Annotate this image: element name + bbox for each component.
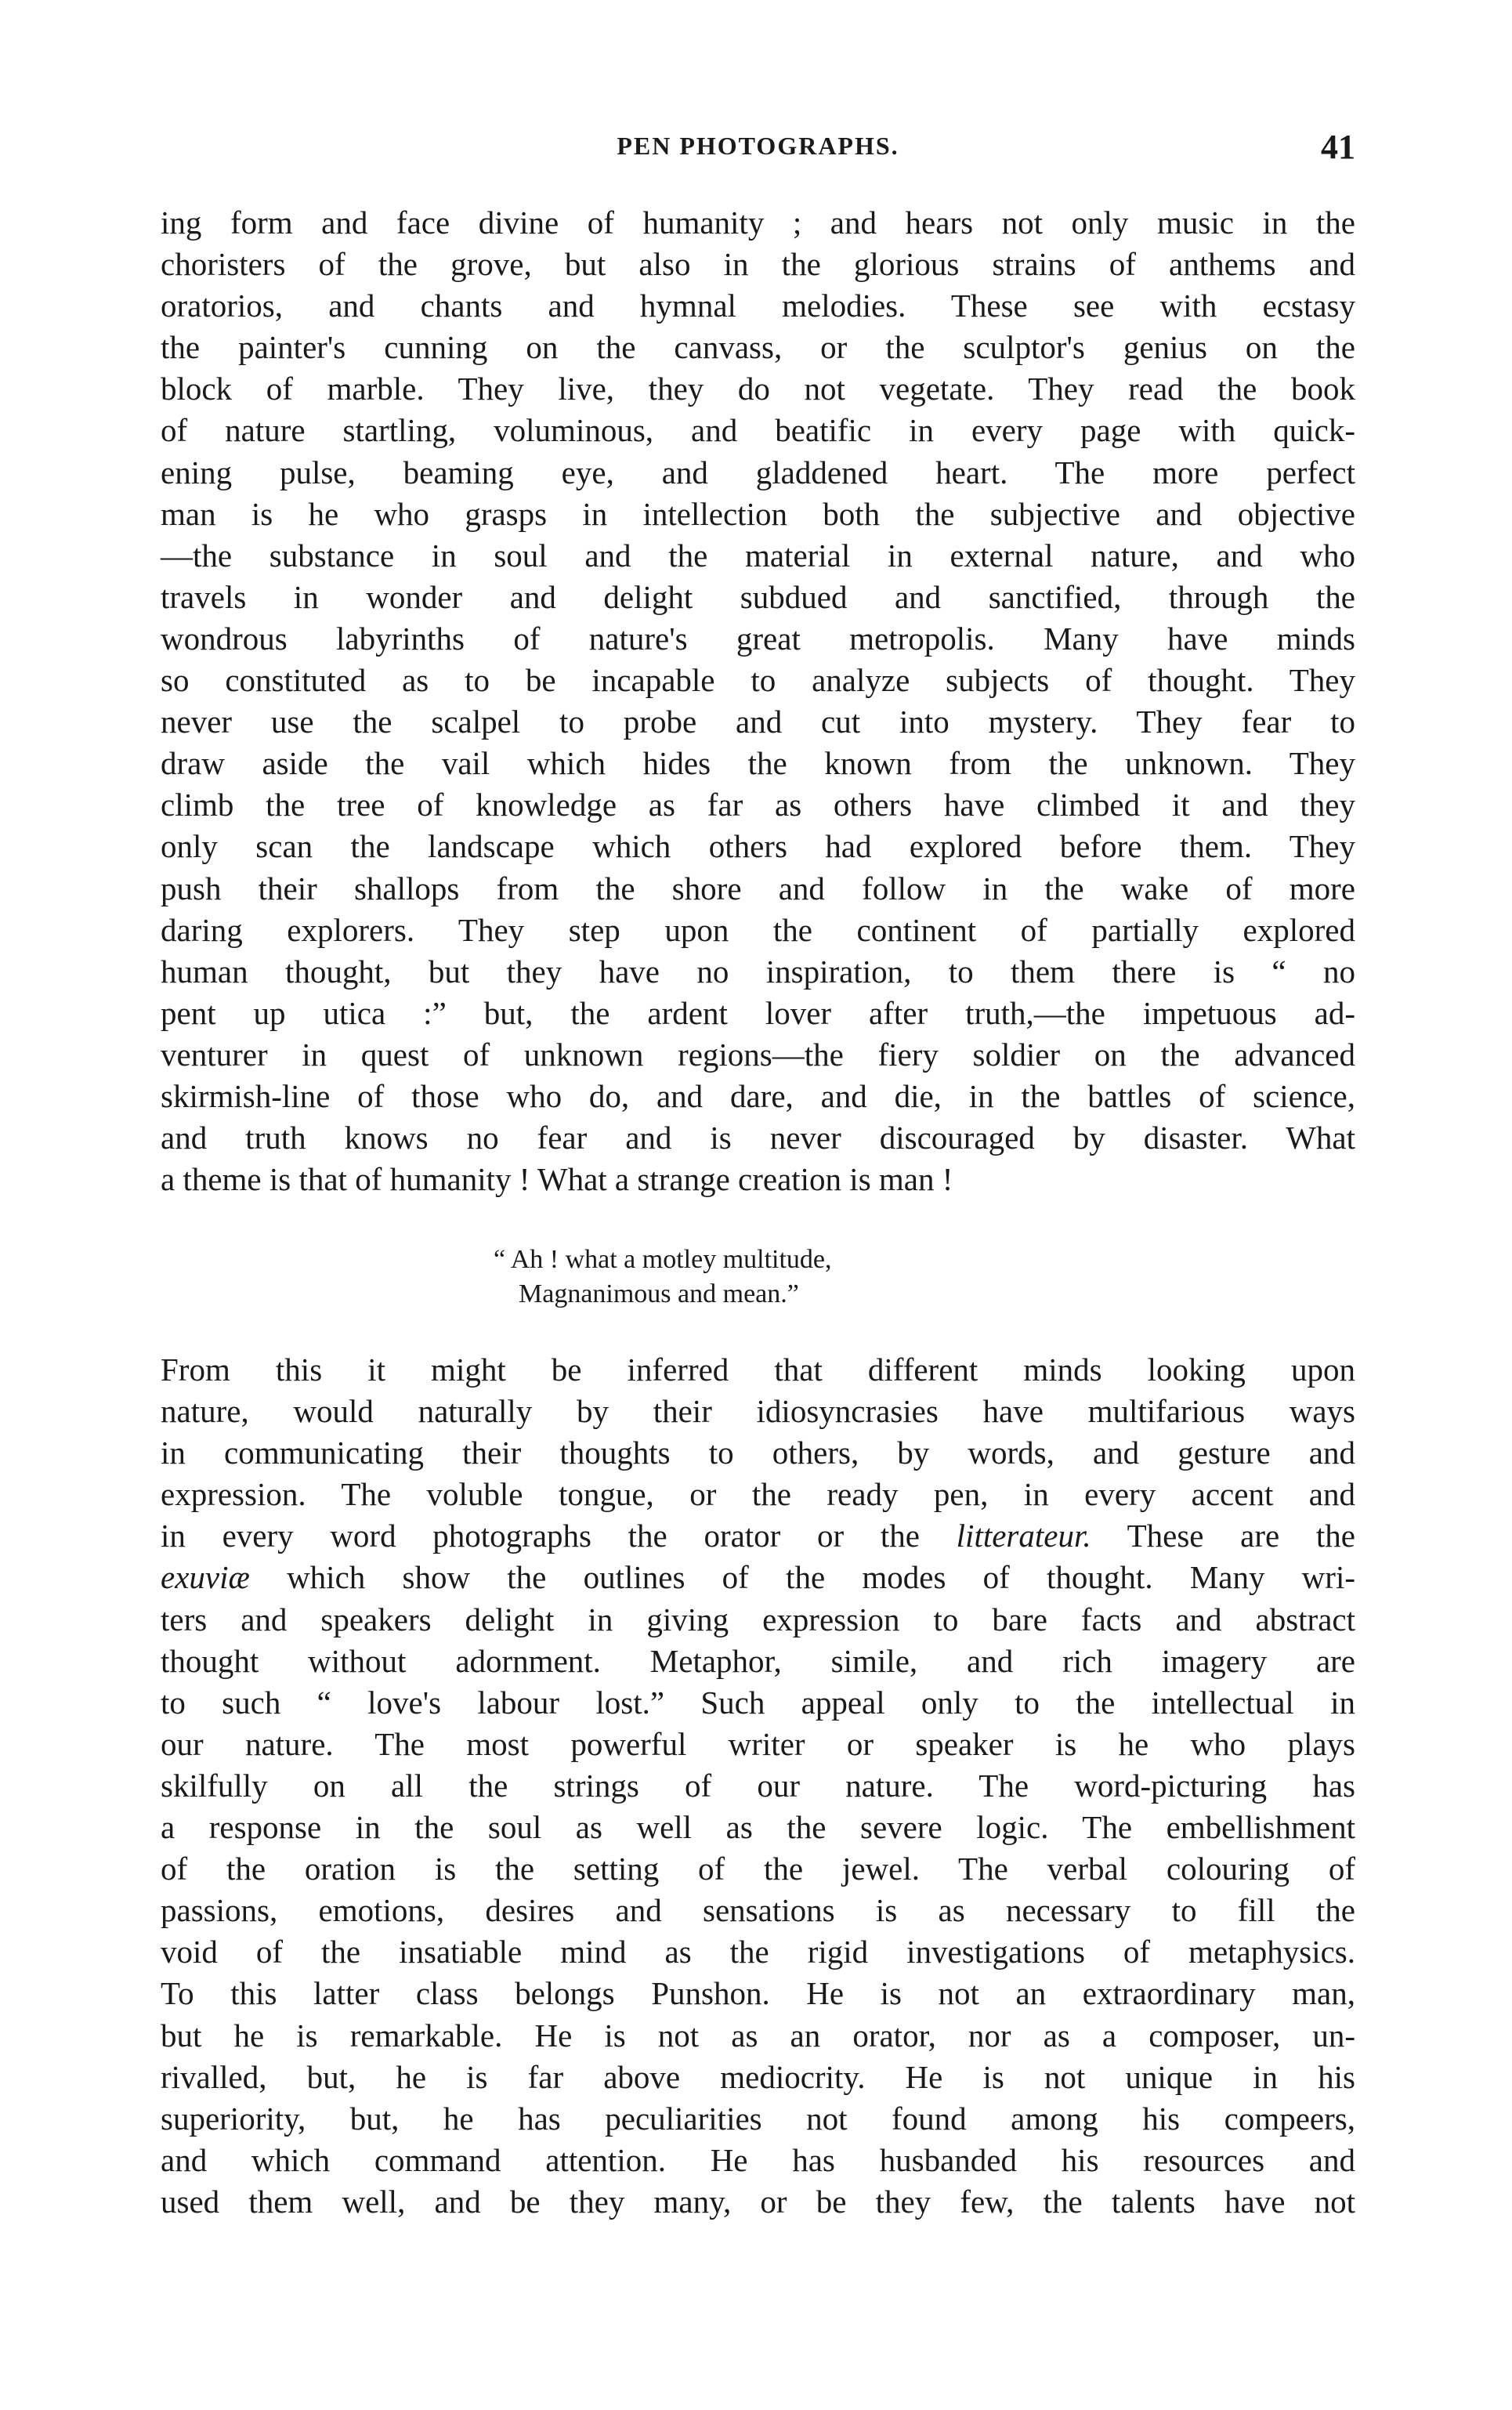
text-line: superiority, but, he has peculiarities not found among his compeers,	[161, 2100, 1355, 2137]
text-line	[161, 1515, 1355, 1557]
text-line: skirmish-line of those who do, and dare, and die, in the battles of science,	[161, 1077, 1355, 1114]
text-line: choristers of the grove, but also in the glorious strains of anthems and	[161, 246, 1355, 283]
text-line: void of the insatiable mind as the rigid investigations of metaphysics.	[161, 1934, 1355, 1970]
verse-quotation	[494, 1243, 1042, 1312]
text-line: thought without adornment. Metaphor, simile, and rich imagery are	[161, 1642, 1355, 1679]
text-line: never use the scalpel to probe and cut into mystery. They fear to	[161, 704, 1355, 740]
text-line: To this latter class belongs Punshon. He is not an extraordinary man,	[161, 1975, 1355, 2012]
text-line: and truth knows no fear and is never discouraged by disaster. What	[161, 1120, 1355, 1156]
text-line: a response in the soul as well as the severe logic. The embellishment	[161, 1809, 1355, 1846]
text-line: climb the tree of knowledge as far as others have climbed it and they	[161, 787, 1355, 823]
text-line: and which command attention. He has husbanded his resources and	[161, 2141, 1355, 2178]
text-line: skilfully on all the strings of our nature. The word-picturing has	[161, 1767, 1355, 1804]
text-line: ening pulse, beaming eye, and gladdened heart. The more perfect	[161, 454, 1355, 490]
italic-term: exuviæ	[161, 1559, 250, 1596]
text-segment: which show the outlines of the modes of thought. Many wri-	[249, 1559, 1355, 1596]
text-line: pent up utica :” but, the ardent lover after truth,—the impetuous ad-	[161, 994, 1355, 1031]
running-head	[161, 128, 1355, 179]
text-line: human thought, but they have no inspiration, to them there is “ no	[161, 953, 1355, 990]
paragraph-1	[161, 202, 1355, 1200]
text-line: block of marble. They live, they do not vegetate. They read the book	[161, 371, 1355, 407]
text-line: of nature startling, voluminous, and beatific in every page with quick-	[161, 412, 1355, 449]
text-line: ing form and face divine of humanity ; and hears not only music in the	[161, 204, 1355, 241]
text-line: draw aside the vail which hides the known from the unknown. They	[161, 745, 1355, 782]
text-line: ters and speakers delight in giving expression to bare facts and abstract	[161, 1601, 1355, 1637]
text-line: a theme is that of humanity ! What a strange creation is man !	[161, 1161, 953, 1198]
text-line: From this it might be inferred that different minds looking upon	[161, 1352, 1355, 1388]
text-line: used them well, and be they many, or be they few, the talents have not	[161, 2183, 1355, 2220]
text-line: our nature. The most powerful writer or speaker is he who plays	[161, 1725, 1355, 1762]
text-line: in communicating their thoughts to others, by words, and gesture and	[161, 1435, 1355, 1471]
text-line: expression. The voluble tongue, or the ready pen, in every accent and	[161, 1476, 1355, 1513]
text-line: of the oration is the setting of the jewel. The verbal colouring of	[161, 1851, 1355, 1887]
page-number: 41	[1321, 128, 1355, 166]
italic-term: litterateur.	[956, 1518, 1091, 1554]
text-line: daring explorers. They step upon the continent of partially explored	[161, 911, 1355, 948]
text-segment: These are the	[1091, 1518, 1355, 1554]
text-line	[161, 1557, 1355, 1598]
text-line: to such “ love's labour lost.” Such appeal only to the intellectual in	[161, 1684, 1355, 1721]
text-line: rivalled, but, he is far above mediocrity. He is not unique in his	[161, 2058, 1355, 2095]
text-line: travels in wonder and delight subdued and sanctified, through the	[161, 578, 1355, 615]
text-line: passions, emotions, desires and sensations is as necessary to fill the	[161, 1892, 1355, 1929]
text-line: —the substance in soul and the material in external nature, and who	[161, 537, 1355, 574]
text-line: but he is remarkable. He is not as an orator, nor as a composer, un-	[161, 2017, 1355, 2054]
text-segment: in every word photographs the orator or the	[161, 1518, 957, 1554]
text-line: push their shallops from the shore and follow in the wake of more	[161, 870, 1355, 906]
verse-line: Magnanimous and mean.”	[519, 1279, 799, 1308]
verse-line: “ Ah ! what a motley multitude,	[494, 1245, 832, 1274]
text-line: oratorios, and chants and hymnal melodies. These see with ecstasy	[161, 288, 1355, 324]
paragraph-2	[161, 1349, 1355, 2223]
text-line: man is he who grasps in intellection both the subjective and objective	[161, 495, 1355, 532]
text-line: nature, would naturally by their idiosyncrasies have multifarious ways	[161, 1393, 1355, 1430]
text-line: venturer in quest of unknown regions—the fiery soldier on the advanced	[161, 1036, 1355, 1073]
running-title: PEN PHOTOGRAPHS.	[617, 132, 899, 160]
text-line: the painter's cunning on the canvass, or the sculptor's genius on the	[161, 329, 1355, 366]
text-line: so constituted as to be incapable to analyze subjects of thought. They	[161, 662, 1355, 699]
text-line: wondrous labyrinths of nature's great metropolis. Many have minds	[161, 620, 1355, 657]
text-line: only scan the landscape which others had explored before them. They	[161, 828, 1355, 865]
